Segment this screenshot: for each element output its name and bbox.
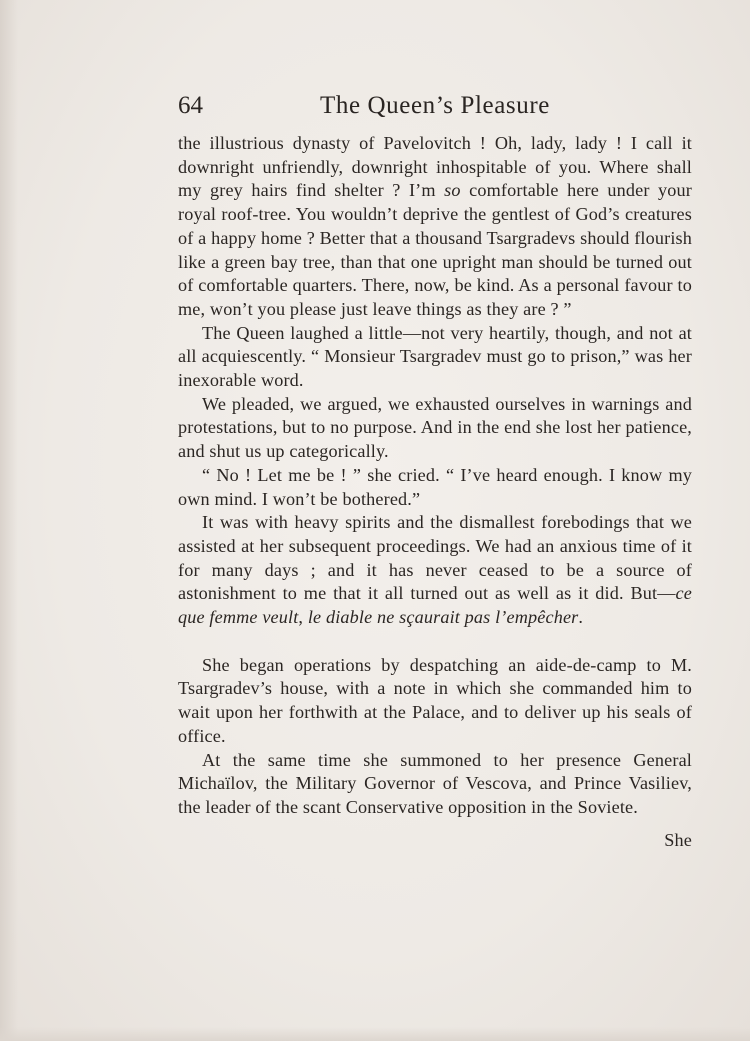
paragraph-6: She began operations by despatching an aide-de-camp to M. Tsargradev’s house, with a note in which she commanded him to wait upon her forthwith at the Palace, and to deliver up his seals of office. [178,654,692,746]
binding-shadow [0,0,18,1041]
paragraph-7: At the same time she summoned to her presence General Michaïlov, the Military Governor of Vescova, and Prince Vasiliev, the leader of the scant Conservative opposition in the Soviete. [178,749,692,817]
running-head [178,92,692,126]
body-text [178,132,692,852]
catchword: She [664,829,692,850]
page-number: 64 [178,92,203,119]
paragraph-3: We pleaded, we argued, we exhausted ourselves in warnings and protestations, but to no purpose. And in the end she lost her patience, and shut us up categorically. [178,393,692,462]
book-title: The Queen’s Pleasure [320,92,550,119]
paragraph-4: “ No ! Let me be ! ” she cried. “ I’ve heard enough. I know my own mind. I won’t be bothered.” [178,464,692,509]
paragraph-5: It was with heavy spirits and the dismallest forebodings that we assisted at her subsequent proceedings. We had an anxious time of it for many days ; and it has never ceased to be a source of astonishment to me that it all turned out as well as it did. But—ce que femme veult, le diable ne sçaurait pas l’empêcher. [178,512,692,628]
paragraph-2: The Queen laughed a little—not very heartily, though, and not at all acquiescently. “ Monsieur Tsargradev must go to prison,” was her inexorable word. [178,322,692,391]
page-bottom-edge [0,1027,750,1041]
paragraph-1: the illustrious dynasty of Pavelovitch ! Oh, lady, lady ! I call it downright unfriendly, downright inhospitable of you. Where shall my grey hairs find shelter ? I’m so comfortable here under your royal roof-tree. You wouldn’t deprive the gentlest of God’s creatures of a happy home ? Better that a thousand Tsargradevs should flourish like a green bay tree, than that one upright man should be turned out of comfortable quarters. There, now, be kind. As a personal favour to me, won’t you please just leave things as they are ? ” [178,133,692,319]
section-break [178,630,692,654]
